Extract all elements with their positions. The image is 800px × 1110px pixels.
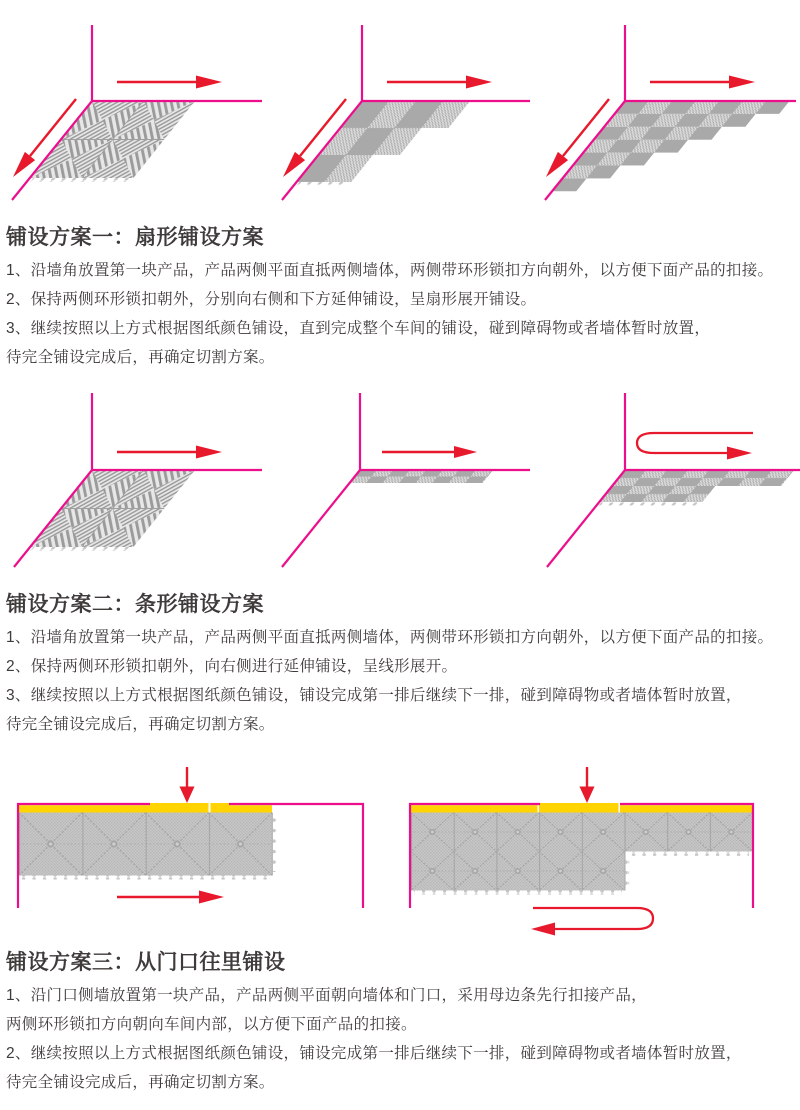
instruction-line: 待完全铺设完成后，再确定切割方案。 [6, 349, 275, 366]
door-entry-arrow [580, 767, 595, 803]
diagram-row-fan [0, 15, 800, 215]
tile-area [27, 470, 195, 551]
diagram-door-step-1 [0, 765, 400, 940]
diagram-door-step-2 [400, 765, 800, 940]
section-strip-title: 铺设方案二：条形铺设方案 [6, 593, 264, 616]
section-door-title: 铺设方案三：从门口往里铺设 [6, 951, 286, 974]
lay-direction-arrows [382, 446, 477, 458]
diagram-fan-step-2 [265, 15, 530, 215]
instruction-line: 两侧环形锁扣方向朝向车间内部，以方便下面产品的扣接。 [6, 1016, 417, 1033]
tile-area [411, 813, 753, 895]
lay-direction-arrow [117, 891, 224, 904]
diagram-fan-step-3 [530, 15, 800, 215]
instruction-line: 3、继续按照以上方式根据图纸颜色铺设，直到完成整个车间的铺设，碰到障碍物或者墙体暂时放置， [6, 320, 711, 337]
serpentine-arrow [637, 433, 753, 460]
instruction-line: 1、沿墙角放置第一块产品，产品两侧平面直抵两侧墙体，两侧带环形锁扣方向朝外，以方便下面产品的扣接。 [6, 629, 774, 646]
instruction-line: 待完全铺设完成后，再确定切割方案。 [6, 716, 275, 733]
lay-direction-arrows [117, 446, 222, 459]
tile-area [294, 101, 470, 186]
tile-area [597, 470, 794, 506]
section-fan-title: 铺设方案一：扇形铺设方案 [6, 226, 264, 249]
section-fan-instructions [6, 256, 800, 372]
instruction-line: 1、沿墙角放置第一块产品，产品两侧平面直抵两侧墙体，两侧带环形锁扣方向朝外，以方便下面产品的扣接。 [6, 262, 774, 279]
instruction-line: 1、沿门口侧墙放置第一块产品，产品两侧平面朝向墙体和门口，采用母边条先行扣接产品， [6, 987, 647, 1004]
diagram-row-door [0, 765, 800, 940]
section-door-instructions [6, 981, 800, 1097]
tile-area [27, 101, 195, 182]
tile-area [350, 470, 493, 483]
instruction-line: 2、保持两侧环形锁扣朝外，分别向右侧和下方延伸铺设，呈扇形展开铺设。 [6, 291, 537, 308]
diagram-strip-step-2 [265, 385, 530, 580]
diagram-strip-step-1 [0, 385, 265, 580]
section-strip-instructions [6, 623, 800, 739]
instruction-line: 待完全铺设完成后，再确定切割方案。 [6, 1074, 275, 1091]
serpentine-arrow [531, 908, 653, 936]
diagram-row-strip [0, 385, 800, 580]
diagram-fan-step-1 [0, 15, 265, 215]
instruction-line: 2、保持两侧环形锁扣朝外，向右侧进行延伸铺设，呈线形展开。 [6, 658, 458, 675]
diagram-strip-step-3 [530, 385, 800, 580]
door-entry-arrow [180, 767, 195, 803]
instruction-line: 2、继续按照以上方式根据图纸颜色铺设，铺设完成第一排后继续下一排，碰到障碍物或者墙体暂时放置， [6, 1045, 742, 1062]
instruction-line: 3、继续按照以上方式根据图纸颜色铺设，铺设完成第一排后继续下一排，碰到障碍物或者墙体暂时放置， [6, 687, 742, 704]
tile-area [19, 813, 277, 880]
